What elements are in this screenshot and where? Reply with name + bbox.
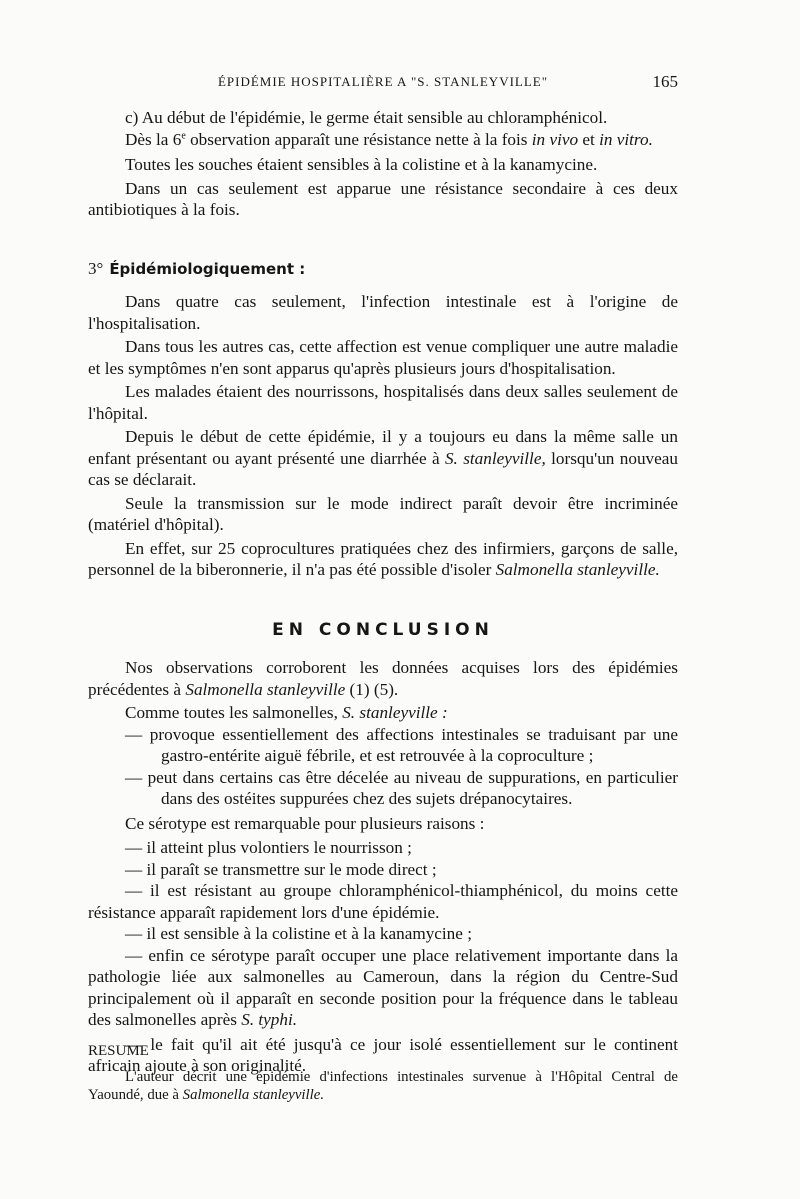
text: Comme toutes les salmonelles,	[125, 703, 343, 722]
section-heading	[88, 259, 305, 279]
text: Dès la 6	[125, 129, 182, 149]
running-title: ÉPIDÉMIE HOSPITALIÈRE A "S. STANLEYVILLE"	[217, 74, 549, 89]
paragraph	[88, 154, 678, 176]
italic-text: S. stanleyville,	[444, 448, 546, 468]
list-item	[125, 724, 678, 767]
italic-text: Salmonella stanleyville.	[182, 1087, 325, 1103]
paragraph	[88, 178, 678, 221]
text: Ce sérotype est remarquable pour plusieurs raisons :	[125, 813, 485, 833]
italic-text: in vivo	[531, 129, 579, 149]
paragraph	[88, 493, 678, 536]
list-item	[88, 837, 678, 859]
italic-text: S. typhi.	[241, 1010, 298, 1029]
page-number: 165	[652, 72, 678, 91]
conclusion-block	[88, 657, 678, 1077]
text: — il paraît se transmettre sur le mode direct ;	[125, 859, 437, 879]
paragraph	[88, 1068, 678, 1104]
paragraph	[88, 813, 678, 835]
paragraph	[88, 381, 678, 424]
paragraph	[88, 657, 678, 700]
list-item	[88, 945, 678, 1031]
text: Nos observations corroborent les données acquises lors des épidémies précédentes à	[88, 658, 678, 699]
text: Les malades étaient des nourrissons, hospitalisés dans deux salles seulement de l'hôpital.	[88, 382, 678, 423]
text: et	[578, 129, 595, 149]
text: — peut dans certains cas être décelée au niveau de suppurations, en particulier dans des ostéites suppurées chez des sujets drépanocytaires.	[125, 767, 678, 808]
text: L'auteur décrit une épidémie d'infections intestinales survenue à l'Hôpital Central de Yaoundé, due à	[88, 1069, 678, 1103]
resume-title: RESUME	[88, 1043, 149, 1059]
paragraph	[88, 291, 678, 334]
text: Seule la transmission sur le mode indirect paraît devoir être incriminée (matériel d'hôpital).	[88, 493, 678, 534]
text: (1) (5).	[345, 679, 399, 699]
text: observation apparaît une résistance nette à la fois	[185, 129, 532, 149]
paragraph	[88, 702, 678, 724]
text: Toutes les souches étaient sensibles à la colistine et à la kanamycine.	[125, 155, 598, 174]
resume-text	[88, 1068, 678, 1104]
paragraph	[88, 336, 678, 379]
italic-text: Salmonella stanleyville	[185, 679, 346, 699]
italic-text: Salmonella stanleyville.	[495, 560, 660, 579]
superscript: e	[181, 129, 186, 141]
list-item	[88, 859, 678, 881]
epidemiology-block	[88, 291, 678, 581]
italic-text: S. stanleyville :	[342, 703, 448, 722]
text: Dans tous les autres cas, cette affection est venue compliquer une autre maladie et les symptômes n'en sont apparus qu'après plusieurs jours d'hospitalisation.	[88, 337, 678, 378]
text: — il est sensible à la colistine et à la kanamycine ;	[125, 924, 472, 943]
text: — enfin ce sérotype paraît occuper une place relativement importante dans la pathologie liée aux salmonelles au Cameroun, dans la région du Centre-Sud principalement où il apparaît en seconde position pour la fréquence dans le tableau des salmonelles après	[88, 945, 678, 1029]
text: — provoque essentiellement des affections intestinales se traduisant par une gastro-entérite aiguë fébrile, et est retrouvée à la coproculture ;	[125, 724, 678, 765]
text: — le fait qu'il ait été jusqu'à ce jour isolé essentiellement sur le continent africain ajoute à son originalité.	[88, 1034, 678, 1075]
text: c) Au début de l'épidémie, le germe était sensible au chloramphénicol.	[125, 108, 608, 127]
conclusion-heading: EN CONCLUSION	[272, 620, 494, 640]
list-item	[125, 767, 678, 810]
list-item	[88, 923, 678, 945]
text: lorsqu'un nouveau cas se déclarait.	[88, 448, 678, 489]
part-c-block	[88, 107, 678, 221]
paragraph	[88, 538, 678, 581]
page-header	[88, 74, 678, 96]
paragraph	[88, 426, 678, 491]
text: — il atteint plus volontiers le nourrisson ;	[125, 838, 412, 857]
paragraph	[88, 129, 678, 151]
section-label: Épidémiologiquement :	[109, 260, 306, 278]
italic-text: in vitro.	[599, 129, 653, 149]
text: — il est résistant au groupe chloramphénicol-thiamphénicol, du moins cette résistance apparaît rapidement lors d'une épidémie.	[88, 881, 678, 922]
section-number: 3°	[88, 259, 104, 278]
paragraph	[88, 107, 678, 129]
text: Dans quatre cas seulement, l'infection intestinale est à l'origine de l'hospitalisation.	[88, 292, 678, 333]
text: Dans un cas seulement est apparue une résistance secondaire à ces deux antibiotiques à la fois.	[88, 178, 678, 219]
text: Depuis le début de cette épidémie, il y a toujours eu dans la même salle un enfant présentant ou ayant présenté une diarrhée à	[88, 427, 678, 468]
text: En effet, sur 25 coprocultures pratiquées chez des infirmiers, garçons de salle, personnel de la biberonnerie, il n'a pas été possible d'isoler	[88, 538, 678, 579]
list-item	[88, 880, 678, 923]
